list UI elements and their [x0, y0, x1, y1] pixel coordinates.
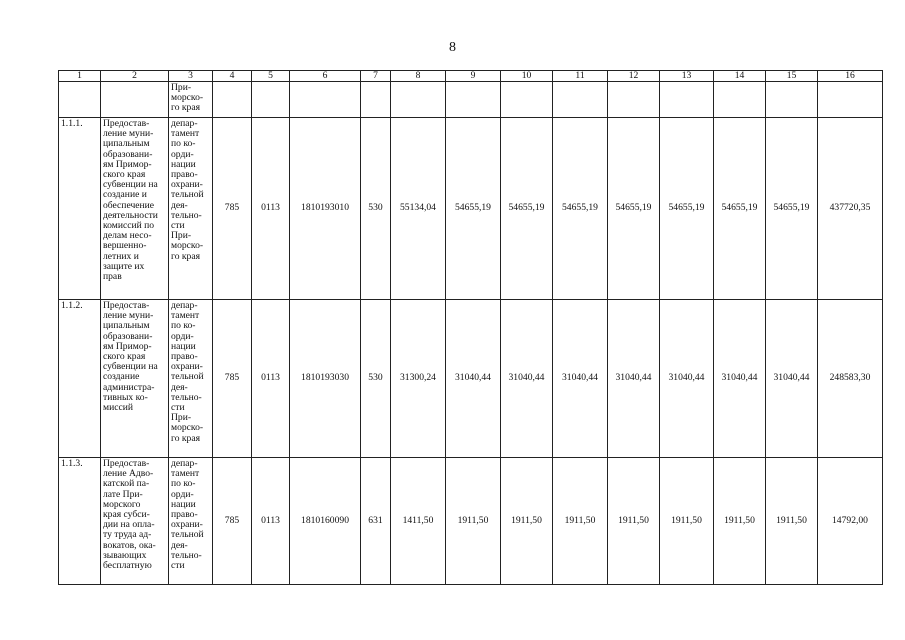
activity-name: Предостав- ление муни- ципальным образовани- ям Примор- ского края субвенции на создание администра- тивных ко- миссий: [101, 300, 169, 458]
executor-cell: депар- тамент по ко- орди- нации право- охрани- тельной дея- тельно- сти При- морско- го края: [169, 300, 213, 458]
column-header: 11: [553, 71, 608, 82]
column-header: 14: [714, 71, 766, 82]
cell-col12: 31040,44: [608, 300, 660, 458]
executor-cell: При- морско- го края: [169, 82, 213, 118]
cell-col7: 530: [361, 300, 391, 458]
cell-col8: 31300,24: [391, 300, 446, 458]
table-row: [59, 300, 883, 458]
cell-col11: 54655,19: [553, 118, 608, 300]
cell-col16: 248583,30: [818, 300, 883, 458]
column-header: 13: [660, 71, 714, 82]
executor-cell: депар- тамент по ко- орди- нации право- охрани- тельной дея- тельно- сти: [169, 458, 213, 585]
column-header: 5: [252, 71, 290, 82]
header-row: [59, 71, 883, 82]
column-header: 8: [391, 71, 446, 82]
cell-col15: 31040,44: [766, 300, 818, 458]
cell-col15: 54655,19: [766, 118, 818, 300]
cell-col8: 55134,04: [391, 118, 446, 300]
cell-col16: 14792,00: [818, 458, 883, 585]
cell-col8: 1411,50: [391, 458, 446, 585]
page-number: 8: [449, 40, 456, 55]
activity-name: Предостав- ление Адво- катской па- лате При- морского края субси- дии на опла- ту труда ад- вокатов, ока- зывающих бесплатную: [101, 458, 169, 585]
cell-col13: 31040,44: [660, 300, 714, 458]
cell-col12: 1911,50: [608, 458, 660, 585]
column-header: 9: [446, 71, 501, 82]
column-header: 3: [169, 71, 213, 82]
cell-col10: 54655,19: [501, 118, 553, 300]
cell-col6: 1810193010: [290, 118, 361, 300]
cell-col14: 31040,44: [714, 300, 766, 458]
cell-col13: 1911,50: [660, 458, 714, 585]
column-header: 1: [59, 71, 101, 82]
cell-col16: 437720,35: [818, 118, 883, 300]
cell-col4: 785: [213, 458, 252, 585]
cell-col5: 0113: [252, 118, 290, 300]
cell-col7: 530: [361, 118, 391, 300]
cell-col4: 785: [213, 118, 252, 300]
cell-col15: 1911,50: [766, 458, 818, 585]
column-header: 2: [101, 71, 169, 82]
executor-cell: депар- тамент по ко- орди- нации право- охрани- тельной дея- тельно- сти При- морско- го края: [169, 118, 213, 300]
column-header: 6: [290, 71, 361, 82]
row-index: 1.1.2.: [59, 300, 101, 458]
table-row: [59, 118, 883, 300]
cell-col9: 54655,19: [446, 118, 501, 300]
cell-col7: 631: [361, 458, 391, 585]
column-header: 15: [766, 71, 818, 82]
cell-col10: 1911,50: [501, 458, 553, 585]
cell-col14: 1911,50: [714, 458, 766, 585]
cell-col6: 1810193030: [290, 300, 361, 458]
cell-col5: 0113: [252, 300, 290, 458]
cell-col13: 54655,19: [660, 118, 714, 300]
budget-table: [58, 70, 883, 585]
cell-col9: 31040,44: [446, 300, 501, 458]
column-header: 7: [361, 71, 391, 82]
cell-col5: 0113: [252, 458, 290, 585]
column-header: 12: [608, 71, 660, 82]
table-row-continued: [59, 82, 883, 118]
cell-col9: 1911,50: [446, 458, 501, 585]
cell-col11: 31040,44: [553, 300, 608, 458]
table-row: [59, 458, 883, 585]
cell-col10: 31040,44: [501, 300, 553, 458]
cell-col4: 785: [213, 300, 252, 458]
cell-col14: 54655,19: [714, 118, 766, 300]
row-index: 1.1.3.: [59, 458, 101, 585]
column-header: 16: [818, 71, 883, 82]
activity-name: Предостав- ление муни- ципальным образовани- ям Примор- ского края субвенции на создание и обеспечение деятельности комиссий по делам несо- вершенно- летних и защите их прав: [101, 118, 169, 300]
column-header: 4: [213, 71, 252, 82]
cell-col6: 1810160090: [290, 458, 361, 585]
column-header: 10: [501, 71, 553, 82]
row-index: 1.1.1.: [59, 118, 101, 300]
cell-col11: 1911,50: [553, 458, 608, 585]
cell-col12: 54655,19: [608, 118, 660, 300]
